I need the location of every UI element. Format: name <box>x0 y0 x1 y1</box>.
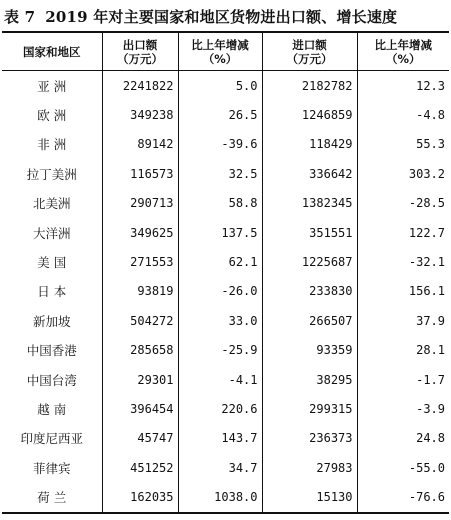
region-cell: 欧 洲 <box>37 108 67 124</box>
table-title-text: 2019 年对主要国家和地区货物进出口额、增长速度 <box>45 8 398 26</box>
table-row <box>2 189 449 218</box>
table-row <box>2 336 449 365</box>
export-change-cell: 5.0 <box>178 71 262 101</box>
export-cell: 349238 <box>102 100 178 129</box>
import-cell: 1382345 <box>262 189 357 218</box>
import-change-cell: 55.3 <box>357 130 449 159</box>
table-body <box>2 71 449 513</box>
header-export: 出口额 （万元） <box>102 32 178 71</box>
export-change-cell: -4.1 <box>178 365 262 394</box>
export-cell: 89142 <box>102 130 178 159</box>
table-row <box>2 394 449 423</box>
import-cell: 233830 <box>262 277 357 306</box>
export-change-cell: -25.9 <box>178 336 262 365</box>
table-row <box>2 482 449 512</box>
import-cell: 118429 <box>262 130 357 159</box>
export-change-cell: 34.7 <box>178 453 262 482</box>
import-cell: 27983 <box>262 453 357 482</box>
export-cell: 290713 <box>102 189 178 218</box>
import-cell: 38295 <box>262 365 357 394</box>
import-change-cell: -55.0 <box>357 453 449 482</box>
export-change-cell: 137.5 <box>178 218 262 247</box>
import-cell: 336642 <box>262 159 357 188</box>
region-cell: 亚 洲 <box>37 78 67 94</box>
import-change-cell: 122.7 <box>357 218 449 247</box>
export-change-cell: 143.7 <box>178 424 262 453</box>
region-cell: 大洋洲 <box>32 225 71 241</box>
region-cell: 非 洲 <box>37 137 67 153</box>
region-cell: 北美洲 <box>32 196 71 212</box>
import-change-cell: -1.7 <box>357 365 449 394</box>
region-cell: 日 本 <box>37 284 67 300</box>
export-cell: 29301 <box>102 365 178 394</box>
region-cell: 新加坡 <box>32 313 71 329</box>
export-change-cell: 32.5 <box>178 159 262 188</box>
import-change-cell: 24.8 <box>357 424 449 453</box>
table-row <box>2 130 449 159</box>
import-cell: 2182782 <box>262 71 357 101</box>
table-title <box>4 6 397 27</box>
export-cell: 451252 <box>102 453 178 482</box>
export-cell: 45747 <box>102 424 178 453</box>
export-cell: 162035 <box>102 482 178 512</box>
import-change-cell: -76.6 <box>357 482 449 512</box>
region-cell: 印度尼西亚 <box>20 431 83 447</box>
export-cell: 349625 <box>102 218 178 247</box>
import-change-cell: 156.1 <box>357 277 449 306</box>
table-row <box>2 306 449 335</box>
header-import-change: 比上年增减 （%） <box>357 32 449 71</box>
export-change-cell: -26.0 <box>178 277 262 306</box>
import-change-cell: -32.1 <box>357 247 449 276</box>
table-row <box>2 247 449 276</box>
export-change-cell: 62.1 <box>178 247 262 276</box>
region-cell: 菲律宾 <box>32 460 71 476</box>
export-cell: 271553 <box>102 247 178 276</box>
import-change-cell: 37.9 <box>357 306 449 335</box>
export-change-cell: 220.6 <box>178 394 262 423</box>
table-row <box>2 453 449 482</box>
export-change-cell: 33.0 <box>178 306 262 335</box>
export-cell: 2241822 <box>102 71 178 101</box>
import-change-cell: -4.8 <box>357 100 449 129</box>
export-cell: 396454 <box>102 394 178 423</box>
export-cell: 504272 <box>102 306 178 335</box>
header-region: 国家和地区 <box>2 32 102 71</box>
import-change-cell: -3.9 <box>357 394 449 423</box>
region-cell: 越 南 <box>37 401 67 417</box>
table-row <box>2 424 449 453</box>
import-cell: 299315 <box>262 394 357 423</box>
region-cell: 中国香港 <box>26 343 77 359</box>
import-change-cell: 303.2 <box>357 159 449 188</box>
export-cell: 116573 <box>102 159 178 188</box>
region-cell: 拉丁美洲 <box>26 166 77 182</box>
export-cell: 93819 <box>102 277 178 306</box>
table-row <box>2 71 449 101</box>
import-cell: 266507 <box>262 306 357 335</box>
table-row <box>2 277 449 306</box>
header-import: 进口额 （万元） <box>262 32 357 71</box>
import-cell: 15130 <box>262 482 357 512</box>
table-row <box>2 100 449 129</box>
import-cell: 1225687 <box>262 247 357 276</box>
header-row <box>2 32 449 71</box>
import-cell: 351551 <box>262 218 357 247</box>
header-export-change: 比上年增减 （%） <box>178 32 262 71</box>
import-change-cell: -28.5 <box>357 189 449 218</box>
table-row <box>2 365 449 394</box>
import-change-cell: 28.1 <box>357 336 449 365</box>
import-cell: 1246859 <box>262 100 357 129</box>
import-cell: 93359 <box>262 336 357 365</box>
table-row <box>2 159 449 188</box>
table-number: 表 7 <box>4 8 36 26</box>
export-change-cell: 58.8 <box>178 189 262 218</box>
export-change-cell: 26.5 <box>178 100 262 129</box>
table-row <box>2 218 449 247</box>
region-cell: 中国台湾 <box>26 372 77 388</box>
export-cell: 285658 <box>102 336 178 365</box>
region-cell: 荷 兰 <box>2 482 102 512</box>
region-cell: 美 国 <box>37 255 67 271</box>
export-change-cell: -39.6 <box>178 130 262 159</box>
import-cell: 236373 <box>262 424 357 453</box>
trade-table <box>2 31 449 514</box>
export-change-cell: 1038.0 <box>178 482 262 512</box>
import-change-cell: 12.3 <box>357 71 449 101</box>
